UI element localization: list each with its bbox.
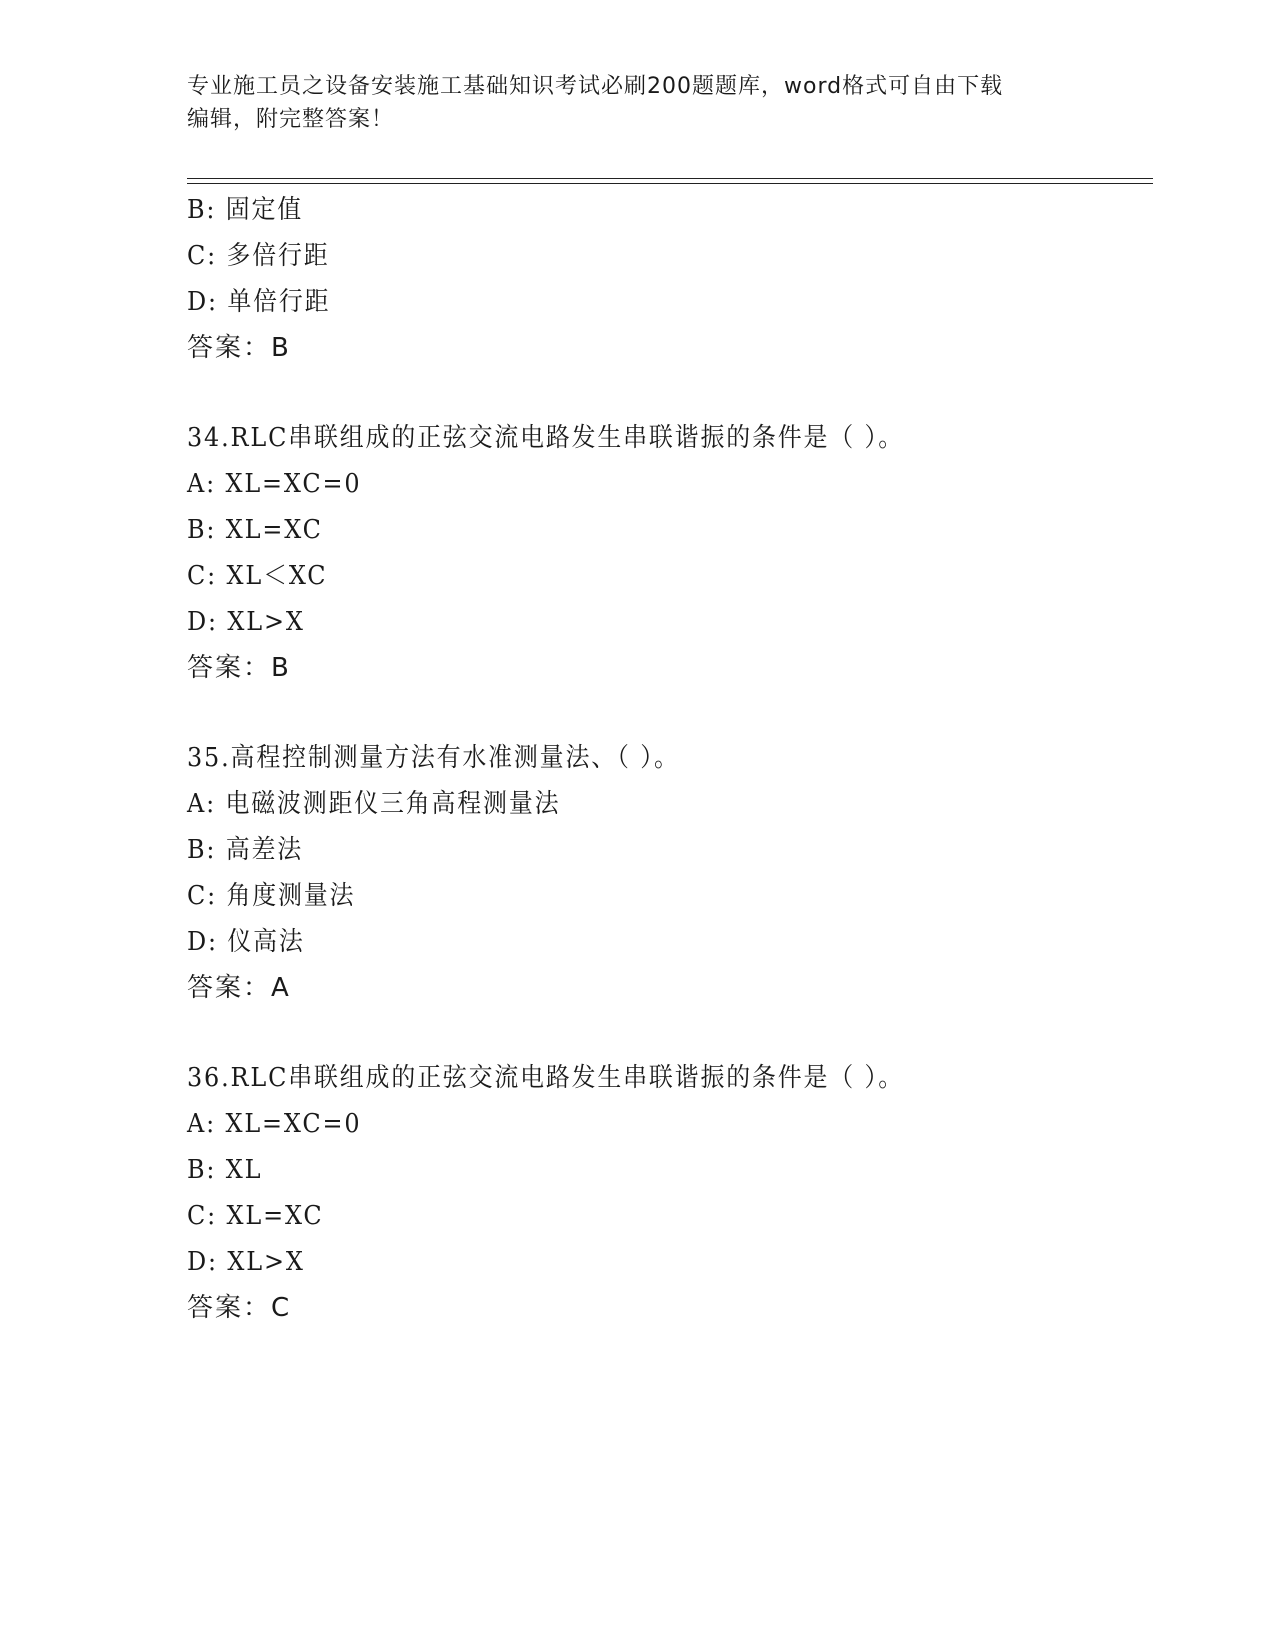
question-stem: 35.高程控制测量方法有水准测量法、（ ）。	[187, 743, 680, 773]
option-c: C: XL＜XC	[187, 561, 328, 591]
answer: 答案：B	[187, 653, 291, 683]
header-divider-bottom	[187, 183, 1153, 184]
option-c: C: 角度测量法	[187, 881, 356, 911]
option-d: D: XL>X	[187, 1247, 305, 1277]
answer: 答案：A	[187, 973, 291, 1003]
question-33-continued	[187, 187, 1153, 371]
option-a: A: XL=XC=0	[187, 469, 362, 499]
option-d: D: XL>X	[187, 607, 305, 637]
option-b: B: XL=XC	[187, 515, 323, 545]
option-b: B: 高差法	[187, 835, 304, 865]
document-header	[187, 70, 1067, 136]
answer: 答案：B	[187, 333, 291, 363]
option-c: C: 多倍行距	[187, 241, 330, 271]
question-list	[187, 187, 1153, 1331]
option-b: B: XL	[187, 1155, 263, 1185]
answer: 答案：C	[187, 1293, 292, 1323]
option-b: B: 固定值	[187, 195, 304, 225]
question-stem: 34.RLC串联组成的正弦交流电路发生串联谐振的条件是（ ）。	[187, 423, 905, 453]
question-stem: 36.RLC串联组成的正弦交流电路发生串联谐振的条件是（ ）。	[187, 1063, 905, 1093]
header-title-line-1: 专业施工员之设备安装施工基础知识考试必刷200题题库，word格式可自由下载	[187, 74, 1004, 99]
option-d: D: 仪高法	[187, 927, 305, 957]
question-35	[187, 735, 1153, 1011]
option-c: C: XL=XC	[187, 1201, 324, 1231]
question-34	[187, 415, 1153, 691]
question-36	[187, 1055, 1153, 1331]
option-d: D: 单倍行距	[187, 287, 331, 317]
header-title-line-2: 编辑，附完整答案！	[187, 107, 395, 132]
header-divider-top	[187, 178, 1153, 179]
option-a: A: 电磁波测距仪三角高程测量法	[187, 789, 561, 819]
option-a: A: XL=XC=0	[187, 1109, 362, 1139]
